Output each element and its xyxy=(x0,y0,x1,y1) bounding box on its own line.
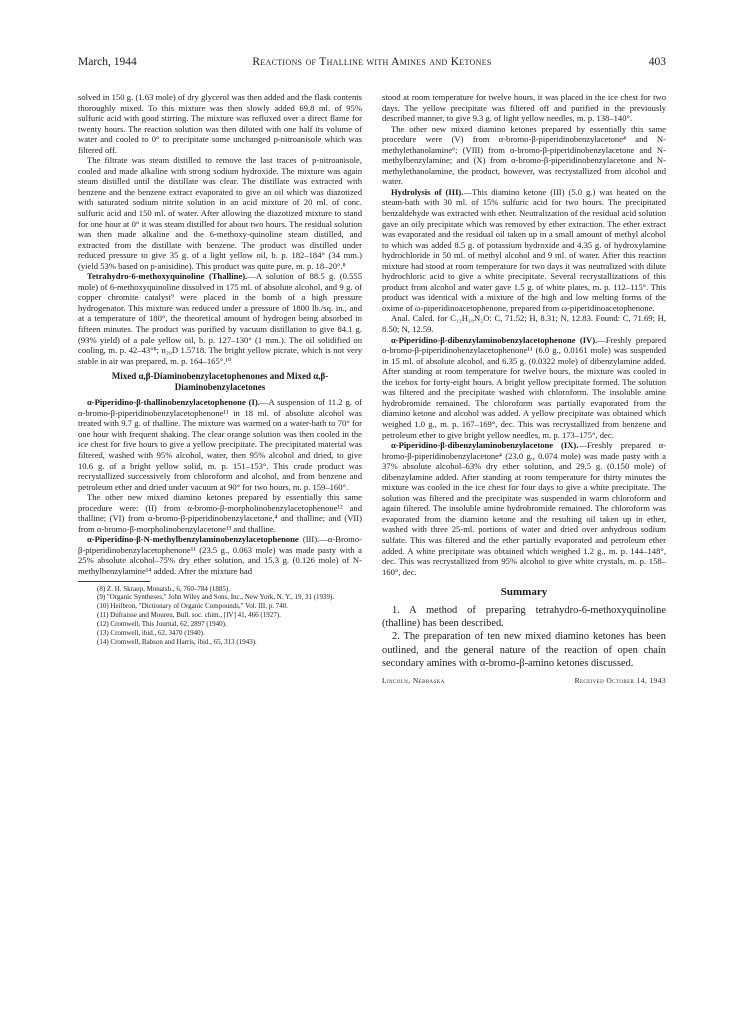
paragraph-text: —Freshly prepared α-bromo-β-piperidinobenzylacetophenone¹¹ (6.0 g., 0.0161 mole) was suspended in 15 ml. of absolute alcohol, and 6.35 g. (0.0322 mole) of dibenzylamine added. After standing at room temperature for twelve hours, the mixture was cooled in the icebox for forty-eight hours. A bright yellow precipitate formed. The solution was filtered and the precipitate washed with chloroform. The insoluble amine hydrobromide remained. The chloroform was partially evaporated from the diamino ketone and alcohol was added. A yellow precipitate was obtained which weighed 1.0 g., m. p. 167–169°, dec. This was recrystallized from benzene and petroleum ether to give bright yellow needles, m. p. 173–175°, dec. xyxy=(382,334,666,440)
section-heading: Mixed α,β-Diaminobenzylacetophenones and Mixed α,β-Diaminobenzylacetones xyxy=(111,371,329,393)
paragraph xyxy=(382,335,666,440)
paragraph: The other new mixed diamino ketones prepared by essentially this same procedure were (V) from α-bromo-β-piperidinobenzylacetone⁴ and N-methylethanolamine⁶; (VIII) from α-bromo-β-piperidinobenzylacetone and N-methylbenzylamine; and (X) from α-bromo-β-piperidinobenzylacetone and N-methylethanolamine, the product, however, was recrystallized from alcohol and water. xyxy=(382,123,666,187)
paragraph: The other new mixed diamino ketones prepared by essentially this same procedure were: (II) from α-bromo-β-morpholinobenzylacetophenone¹² and thalline; (VI) from α-bromo-β-piperidinobenzylacetone,⁴ and thalline; and (VII) from α-bromo-β-morpholinobenzylacetone¹³ and thalline. xyxy=(78,492,362,534)
paragraph: stood at room temperature for twelve hours, it was placed in the ice chest for two days. The yellow precipitate was filtered off and purified in the previously described manner, to give 9.3 g. of light yellow needles, m. p. 138–140°. xyxy=(382,92,666,124)
compound-heading: α-Piperidino-β-thallinobenzylacetophenone (I). xyxy=(87,397,260,408)
footnotes xyxy=(78,585,362,647)
paragraph: solved in 150 g. (1.63 mole) of dry glycerol was then added and the flask contents thoroughly mixed. To this mixture was then slowly added 69.8 ml. of 95% sulfuric acid with good stirring. The mixture was refluxed over a direct flame for twenty hours. The reaction solution was then diluted with one half its volume of water and cooled to 0° to precipitate some unchanged p-nitroanisole which was filtered off. xyxy=(78,92,362,155)
analysis-line: Anal. Calcd. for C₁₃H₁₈N₂O: C, 71.52; H, 8.31; N, 12.83. Found: C, 71.69; H, 8.50; N, 12.59. xyxy=(382,313,666,335)
summary-heading: Summary xyxy=(500,586,548,599)
paragraph xyxy=(78,397,362,492)
paragraph-text: —A solution of 88.5 g. (0.555 mole) of 6-methoxyquinoline dissolved in 175 ml. of absolute alcohol, and 9 g. of copper chromite catalyst⁹ were placed in the bomb of a high pressure hydrogenator. This mixture was reduced under a pressure of 1800 lb./sq. in., and at a temperature of 180°, the theoretical amount of hydrogen being absorbed in fifteen minutes. The product was purified by vacuum distillation to give 84.1 g. (93% yield) of a pale yellow oil, b. p. 127–130° (1 mm.). The oil solidified on cooling, m. p. 42–43°⁸; n₂₀D 1.5718. The bright yellow picrate, which is not very stable in air was prepared, m. p. 164–165°.¹⁰ xyxy=(78,271,363,366)
paragraph xyxy=(78,534,362,576)
summary xyxy=(382,604,666,670)
paragraph-text: —A suspension of 11.2 g. of α-bromo-β-piperidinobenzylacetophenone¹¹ in 18 ml. of absolute alcohol was treated with 9.7 g. of thalline. The mixture was warmed on a water-bath to 70° for one hour with frequent shaking. The clear orange solution was then cooled in the ice chest for five hours to give a yellow precipitate. The precipitated material was filtered, washed with 95% alcohol, water, then 95% alcohol and dried, to give 10.6 g. of a bright yellow solid, m. p. 151–153°. This crude product was recrystallized successively from chloroform and alcohol, and from benzene and petroleum ether and dried under vacuum at 90° for two hours, m. p. 159–160°. xyxy=(78,397,362,492)
page-number: 403 xyxy=(648,56,666,68)
header-date: March, 1944 xyxy=(78,56,137,68)
footnote: (8) Z. H. Skraup, Monatsh., 6, 760–784 (1885). xyxy=(97,584,230,593)
paragraph xyxy=(78,271,362,366)
paragraph-text: (III).—α-Bromo-β-piperidinobenzylacetophenone¹¹ (23.5 g., 0.063 mole) was made pasty with a 25% absolute alcohol–75% dry ether solution, and 15.3 g. (0.126 mole) of N-methylbenzylamine¹⁴ added. After the mixture had xyxy=(78,534,362,576)
signature-line xyxy=(382,676,666,687)
left-column xyxy=(78,92,362,647)
footnote: (9) "Organic Syntheses," John Wiley and Sons, Inc., New York, N. Y., 19, 31 (1939). xyxy=(97,593,335,602)
paragraph xyxy=(382,187,666,314)
compound-heading: α-Piperidino-β-N-methylbenzylaminobenzylacetophenone xyxy=(87,534,299,545)
author-location: Lincoln, Nebraska xyxy=(382,676,445,686)
right-column xyxy=(382,92,666,687)
footnote: (13) Cromwell, ibid., 62, 3470 (1940). xyxy=(97,629,205,638)
footnote-rule xyxy=(78,581,150,582)
footnote: (14) Cromwell, Babson and Harris, ibid., 65, 313 (1943). xyxy=(97,637,257,646)
summary-item: 1. A method of preparing tetrahydro-6-methoxyquinoline (thalline) has been described. xyxy=(382,604,666,629)
received-date: Received October 14, 1943 xyxy=(574,676,666,686)
footnote: (10) Heilbron, "Dictionary of Organic Compounds," Vol. III, p. 740. xyxy=(97,602,288,611)
compound-heading: Tetrahydro-6-methoxyquinoline (Thalline). xyxy=(87,271,248,282)
running-header xyxy=(78,56,666,72)
footnote: (11) Dufraisse and Moureu, Bull. soc. chim., [IV] 41, 466 (1927). xyxy=(97,611,281,620)
compound-heading: α-Piperidino-β-dibenzylaminobenzylacetone (IX). xyxy=(391,440,579,451)
paragraph-text: —This diamino ketone (III) (5.0 g.) was heated on the steam-bath with 30 ml. of 15% sulfuric acid for two hours. The precipitated benzaldehyde was extracted with ether. Neutralization of the residual acid solution gave an oily precipitate which was removed by ether extraction. The ether extract was evaporated and the residual oil taken up in a small amount of methyl alcohol to which was added 8.5 g. of potassium hydroxide and 4.35 g. of hydroxylamine hydrochloride in 50 ml. of methyl alcohol and 9 ml. of water. After this reaction mixture had stood at room temperature for two days it was neutralized with dilute hydrochloric acid to give a white precipitate. Several recrystallizations of this product from alcohol and water gave 1.5 g. of white plates, m. p. 112–115°. This product was identical with a mixture of the high and low melting forms of the oxime of ω-piperidinoacetophenone, prepared from ω-piperidinoacetophenone. xyxy=(382,186,666,313)
paragraph xyxy=(382,440,666,577)
paragraph-text: —Freshly prepared α-bromo-β-piperidinobenzylacetone⁴ (23.0 g., 0.074 mole) was made pasty with a 37% absolute alcohol–63% dry ether solution, and 29.5 g. (0.150 mole) of dibenzylamine added. After standing at room temperature for thirty minutes the mixture was cooled in the ice chest for four days to give a white precipitate. The solution was filtered and the precipitate was suspended in warm chloroform and again filtered. The insoluble amine hydrobromide remained. The chloroform was evaporated from the diamino ketone and the resulting oil taken up in ether, washed with three 25-ml. portions of water and dried over anhydrous sodium sulfate. This was filtered and the ether partially evaporated and petroleum ether added. A white precipitate was obtained which weighed 1.2 g., m. p. 144–148°, dec. This was recrystallized from 95% alcohol to give white crystals, m. p. 158–160°, dec. xyxy=(382,440,667,577)
summary-item: 2. The preparation of ten new mixed diamino ketones has been outlined, and the general nature of the reaction of open chain secondary amines with α-bromo-β-amino ketones discussed. xyxy=(382,631,666,669)
compound-heading: α-Piperidino-β-dibenzylaminobenzylacetophenone (IV). xyxy=(391,334,598,345)
paragraph: The filtrate was steam distilled to remove the last traces of p-nitroanisole, cooled and made alkaline with strong sodium hydroxide. The mixture was again steam distilled until the distillate was clear. The distillate was extracted with benzene and the benzene extract evaporated to give an oil which was diazotized with saturated sodium nitrite solution in an acid mixture of 20 ml. of conc. sulfuric acid and 150 ml. of water. After allowing the diazotized mixture to stand for one hour at 0° it was steam distilled for about two hours. The residual solution was then made alkaline and the 6-methoxy-quinoline steam distilled, and extracted from the distillate with benzene. The product was distilled under reduced pressure to give 35 g. of a light yellow oil, b. p. 182–184° (34 mm.) (yield 53% based on p-anisidine). This product was quite pure, m. p. 18–20°.⁸ xyxy=(78,155,362,271)
compound-heading: Hydrolysis of (III). xyxy=(391,186,464,197)
footnote: (12) Cromwell, This Journal, 62, 2897 (1940). xyxy=(97,620,227,629)
header-title: Reactions of Thalline with Amines and Ketones xyxy=(252,56,492,68)
